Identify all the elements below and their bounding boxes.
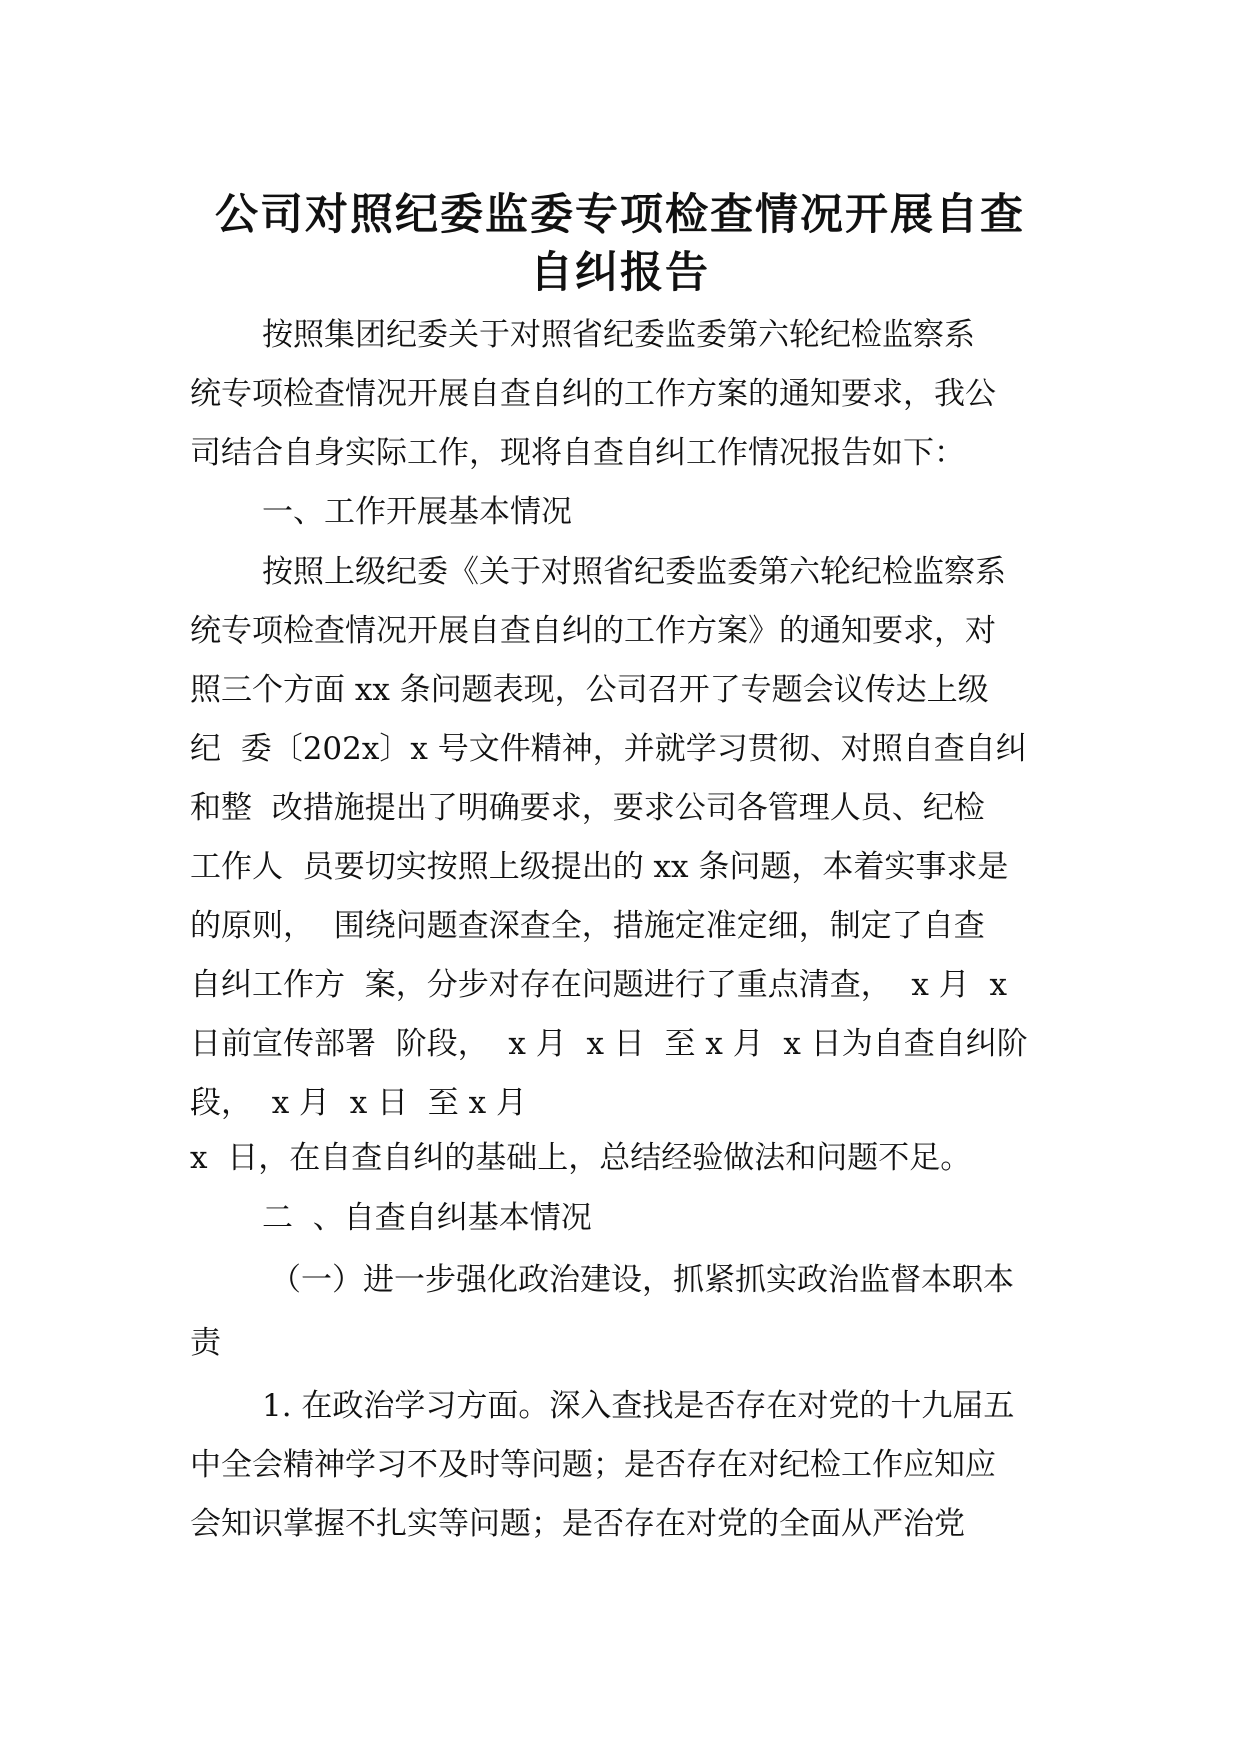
paragraph-1-line-2: 统专项检查情况开展自查自纠的工作方案的通知要求，我公: [190, 376, 996, 412]
paragraph-2-line-1: 按照上级纪委《关于对照省纪委监委第六轮纪检监察系: [262, 554, 1006, 590]
document-title-line-2: 自纠报告: [530, 248, 710, 298]
paragraph-2-line-8: 自纠工作方 案，分步对存在问题进行了重点清查， x 月 x: [190, 967, 1007, 1003]
section-heading-2: 二 、自查自纠基本情况: [262, 1200, 592, 1236]
paragraph-2-line-4: 纪 委〔202x〕x 号文件精神，并就学习贯彻、对照自查自纠: [190, 731, 1027, 767]
paragraph-2-line-11: x 日，在自查自纠的基础上，总结经验做法和问题不足。: [190, 1140, 972, 1176]
paragraph-2-line-2: 统专项检查情况开展自查自纠的工作方案》的通知要求，对: [190, 613, 996, 649]
document-title-line-1: 公司对照纪委监委专项检查情况开展自查: [215, 190, 1025, 240]
paragraph-1-line-3: 司结合自身实际工作，现将自查自纠工作情况报告如下：: [190, 435, 965, 471]
paragraph-2-line-9: 日前宣传部署 阶段， x 月 x 日 至 x 月 x 日为自查自纠阶: [190, 1026, 1028, 1062]
paragraph-1-line-1: 按照集团纪委关于对照省纪委监委第六轮纪检监察系: [262, 317, 975, 353]
paragraph-2-line-3: 照三个方面 xx 条问题表现，公司召开了专题会议传达上级: [190, 672, 989, 708]
paragraph-3-line-1: 1. 在政治学习方面。深入查找是否存在对党的十九届五: [262, 1388, 1015, 1424]
paragraph-3-line-2: 中全会精神学习不及时等问题；是否存在对纪检工作应知应: [190, 1447, 996, 1483]
subsection-heading-1-line-1: （一）进一步强化政治建设，抓紧抓实政治监督本职本: [270, 1262, 1014, 1298]
paragraph-2-line-10: 段， x 月 x 日 至 x 月: [190, 1085, 527, 1121]
paragraph-2-line-6: 工作人 员要切实按照上级提出的 xx 条问题，本着实事求是: [190, 849, 1009, 885]
paragraph-2-line-7: 的原则， 围绕问题查深查全，措施定准定细，制定了自查: [190, 908, 985, 944]
subsection-heading-1-line-2: 责: [190, 1325, 221, 1361]
paragraph-3-line-3: 会知识掌握不扎实等问题；是否存在对党的全面从严治党: [190, 1506, 965, 1542]
paragraph-2-line-5: 和整 改措施提出了明确要求，要求公司各管理人员、纪检: [190, 790, 985, 826]
section-heading-1: 一、工作开展基本情况: [262, 494, 572, 530]
